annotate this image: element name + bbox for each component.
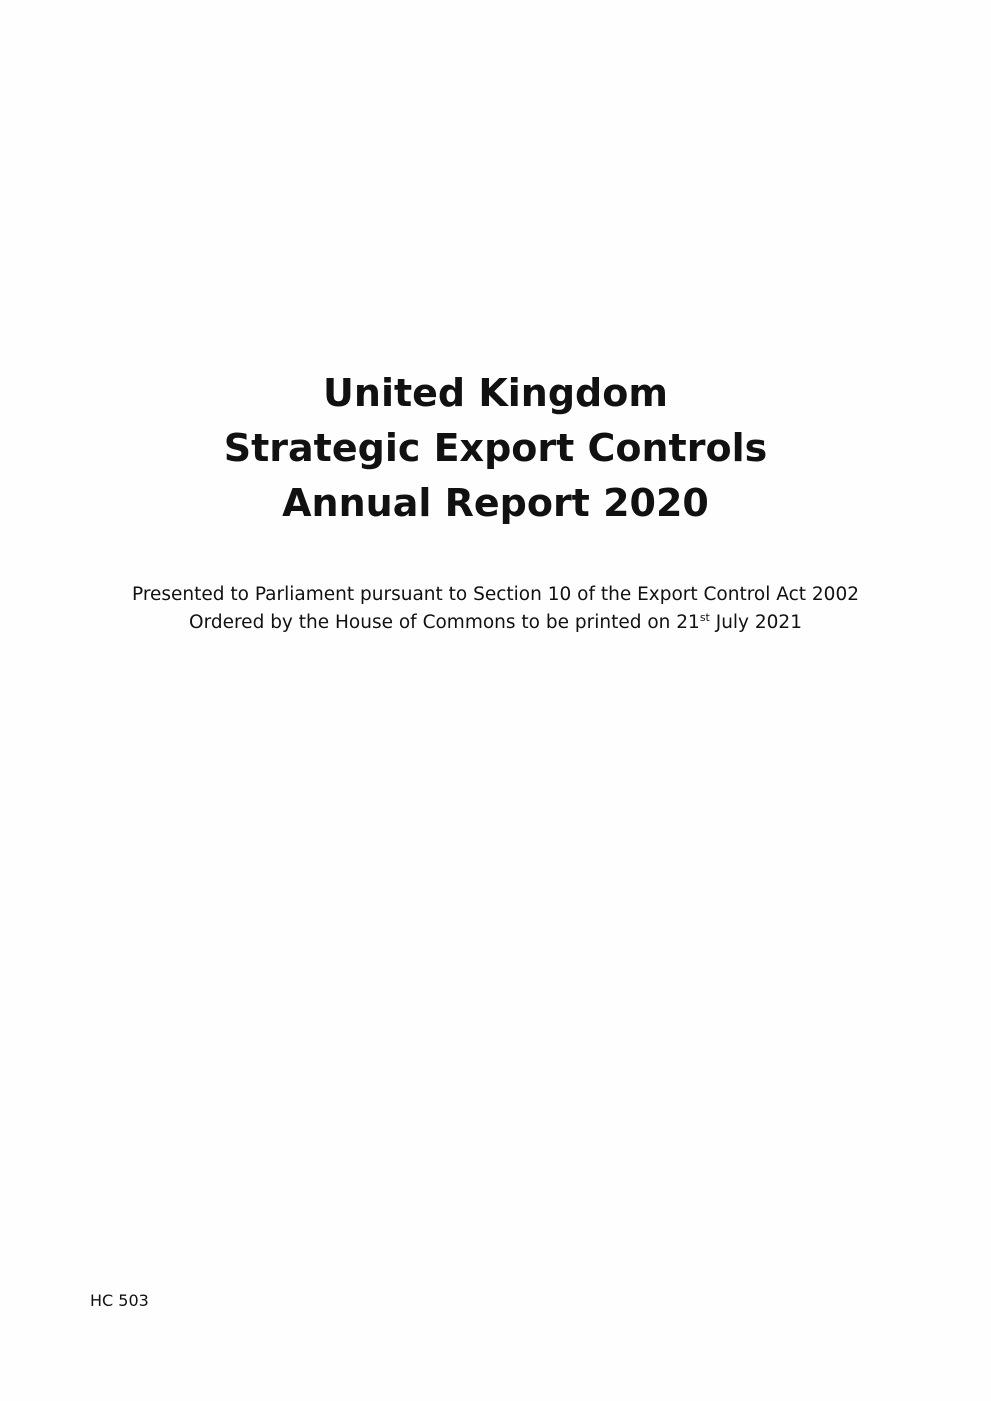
- report-title: [0, 366, 991, 531]
- title-line-country: United Kingdom: [323, 371, 668, 415]
- ordered-date-ordinal: st: [699, 610, 710, 624]
- ordered-date-suffix: July 2021: [709, 612, 802, 633]
- presentation-statement: [0, 581, 991, 637]
- house-of-commons-paper-number: HC 503: [90, 1291, 149, 1310]
- presented-to-parliament-line: Presented to Parliament pursuant to Section 10 of the Export Control Act 2002: [131, 584, 859, 605]
- title-line-report-year: Annual Report 2020: [282, 481, 709, 525]
- title-line-subject: Strategic Export Controls: [223, 426, 768, 470]
- ordered-date-prefix: Ordered by the House of Commons to be printed on 21: [189, 612, 700, 633]
- ordered-printed-line: [0, 609, 991, 637]
